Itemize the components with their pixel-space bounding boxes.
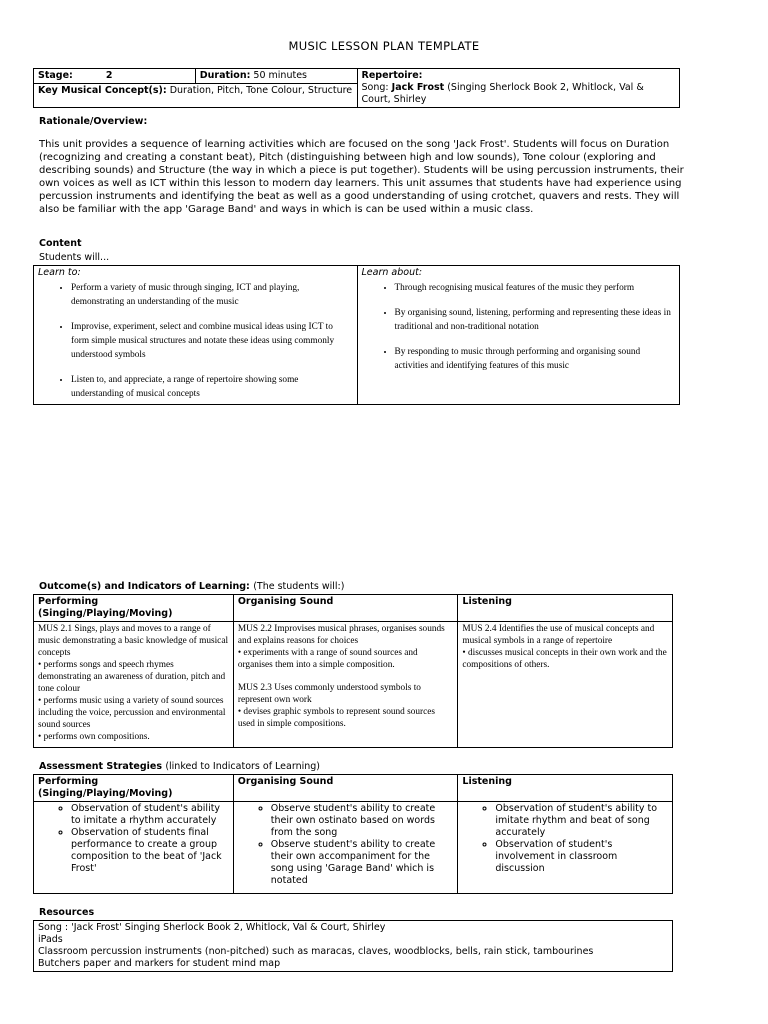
learn-about-item: • By organising sound, listening, performing and representing these ideas in traditional and non-traditional notation — [395, 306, 676, 334]
assessment-col-performing: Performing (Singing/Playing/Moving) — [34, 775, 234, 802]
stage-value: 2 — [105, 70, 113, 81]
learn-to-item: • Listen to, and appreciate, a range of repertoire showing some understanding of musical concepts — [71, 373, 353, 401]
outcomes-heading-row — [39, 581, 344, 592]
outcomes-table — [33, 594, 673, 748]
outcomes-col-performing: Performing (Singing/Playing/Moving) — [34, 595, 234, 622]
assessment-table — [33, 774, 673, 894]
duration-value: 50 minutes — [253, 70, 307, 81]
learn-about-item: • Through recognising musical features of the music they perform — [395, 281, 676, 295]
resource-item: Classroom percussion instruments (non-pitched) such as maracas, claves, woodblocks, bells, rain stick, tambourines — [38, 946, 594, 957]
assessment-item: ◦ Observation of students final performance to create a group composition to the beat of 'Jack Frost' — [71, 827, 229, 875]
assessment-heading-row — [39, 761, 320, 772]
rationale-text: This unit provides a sequence of learning activities which are focused on the song 'Jack Frost'. Students will focus on Duration (recognizing and creating a constant beat), Pitch (distinguishing between high and low sounds), Tone colour (exploring and describing sounds) and Structure (the way in which a piece is put together). Students will be using percussion instruments, their own voices as well as ICT within this lesson to modern day learners. This unit assumes that students have had experience using percussion instruments and identifying the beat as well as a good understanding of using crotchet, quavers and rests. They will also be familiar with the app 'Garage Band' and ways in which is can be used within a music class. — [39, 139, 684, 215]
stage-label: Stage: — [38, 70, 73, 81]
resource-item: iPads — [38, 934, 63, 945]
assessment-col-listening: Listening — [458, 775, 673, 802]
song-prefix: Song: — [361, 82, 389, 93]
song-source: (Singing Sherlock Book 2, Whitlock, Val & Court, Shirley — [361, 82, 644, 105]
duration-cell — [195, 69, 357, 84]
outcomes-heading: Outcome(s) and Indicators of Learning: — [39, 581, 250, 592]
learn-about-item: • By responding to music through performing and organising sound activities and identifying features of this music — [395, 345, 676, 373]
concepts-label: Key Musical Concept(s): — [38, 85, 167, 96]
assessment-item: ◦ Observation of student's involvement in classroom discussion — [495, 839, 668, 875]
resource-item: Butchers paper and markers for student mind map — [38, 958, 281, 969]
assessment-listening-cell — [458, 802, 673, 894]
outcome-line: • devises graphic symbols to represent sound sources used in simple compositions. — [237, 707, 436, 729]
resources-table — [33, 920, 673, 972]
outcomes-note: (The students will:) — [253, 581, 345, 592]
assessment-performing-cell — [34, 802, 234, 894]
assessment-item: ◦ Observe student's ability to create their own accompaniment for the song using 'Garage Band' which is notated — [271, 839, 454, 887]
song-title: Jack Frost — [391, 82, 445, 93]
outcomes-organising-cell — [233, 622, 458, 748]
concepts-cell — [34, 84, 358, 108]
assessment-item: ◦ Observe student's ability to create their own ostinato based on words from the song — [271, 803, 454, 839]
assessment-note: (linked to Indicators of Learning) — [165, 761, 321, 772]
outcome-line: • performs own compositions. — [38, 732, 150, 742]
outcome-line: MUS 2.2 Improvises musical phrases, organises sounds and explains reasons for choices — [237, 624, 445, 646]
content-heading: Content — [39, 238, 82, 249]
learn-to-item: • Perform a variety of music through singing, ICT and playing, demonstrating an understanding of the music — [71, 281, 353, 309]
repertoire-cell — [357, 69, 679, 108]
outcomes-listening-cell — [458, 622, 673, 748]
repertoire-label: Repertoire: — [361, 70, 423, 81]
outcome-line: • performs songs and speech rhymes demonstrating an awareness of duration, pitch and tone colour — [38, 660, 226, 694]
learn-to-cell — [34, 266, 358, 405]
outcome-line: • discusses musical concepts in their own work and the compositions of others. — [462, 648, 667, 670]
assessment-col-organising: Organising Sound — [233, 775, 458, 802]
assessment-item: ◦ Observation of student's ability to imitate a rhythm accurately — [71, 803, 229, 827]
outcomes-col-organising: Organising Sound — [233, 595, 458, 622]
learn-about-cell — [357, 266, 680, 405]
header-table — [33, 68, 680, 108]
resources-heading: Resources — [39, 907, 95, 918]
assessment-organising-cell — [233, 802, 458, 894]
outcomes-col-listening: Listening — [458, 595, 673, 622]
content-intro: Students will... — [39, 252, 110, 263]
outcome-line: • performs music using a variety of sound sources including the voice, percussion and environmental sound sources — [38, 696, 226, 730]
outcome-line: • experiments with a range of sound sources and organises them into a simple composition. — [237, 648, 418, 670]
learn-to-item: • Improvise, experiment, select and combine musical ideas using ICT to form simple musical structures and notate these ideas using commonly understood symbols — [71, 320, 353, 362]
learn-to-label: Learn to: — [38, 267, 81, 278]
outcome-line: MUS 2.3 Uses commonly understood symbols to represent own work — [237, 683, 421, 705]
duration-label: Duration: — [199, 70, 251, 81]
outcome-line: MUS 2.4 Identifies the use of musical concepts and musical symbols in a range of repertoire — [462, 624, 655, 646]
content-table — [33, 265, 680, 405]
resources-cell — [34, 921, 673, 972]
concepts-value: Duration, Pitch, Tone Colour, Structure — [169, 85, 353, 96]
rationale-heading: Rationale/Overview: — [39, 116, 148, 127]
assessment-heading: Assessment Strategies — [39, 761, 162, 772]
outcome-line: MUS 2.1 Sings, plays and moves to a range of music demonstrating a basic knowledge of musical concepts — [38, 624, 229, 658]
resource-item: Song : 'Jack Frost' Singing Sherlock Book 2, Whitlock, Val & Court, Shirley — [38, 922, 386, 933]
assessment-item: ◦ Observation of student's ability to imitate rhythm and beat of song accurately — [495, 803, 668, 839]
page-title: MUSIC LESSON PLAN TEMPLATE — [288, 39, 480, 53]
stage-cell — [34, 69, 196, 84]
learn-about-label: Learn about: — [361, 267, 423, 278]
outcomes-performing-cell — [34, 622, 234, 748]
